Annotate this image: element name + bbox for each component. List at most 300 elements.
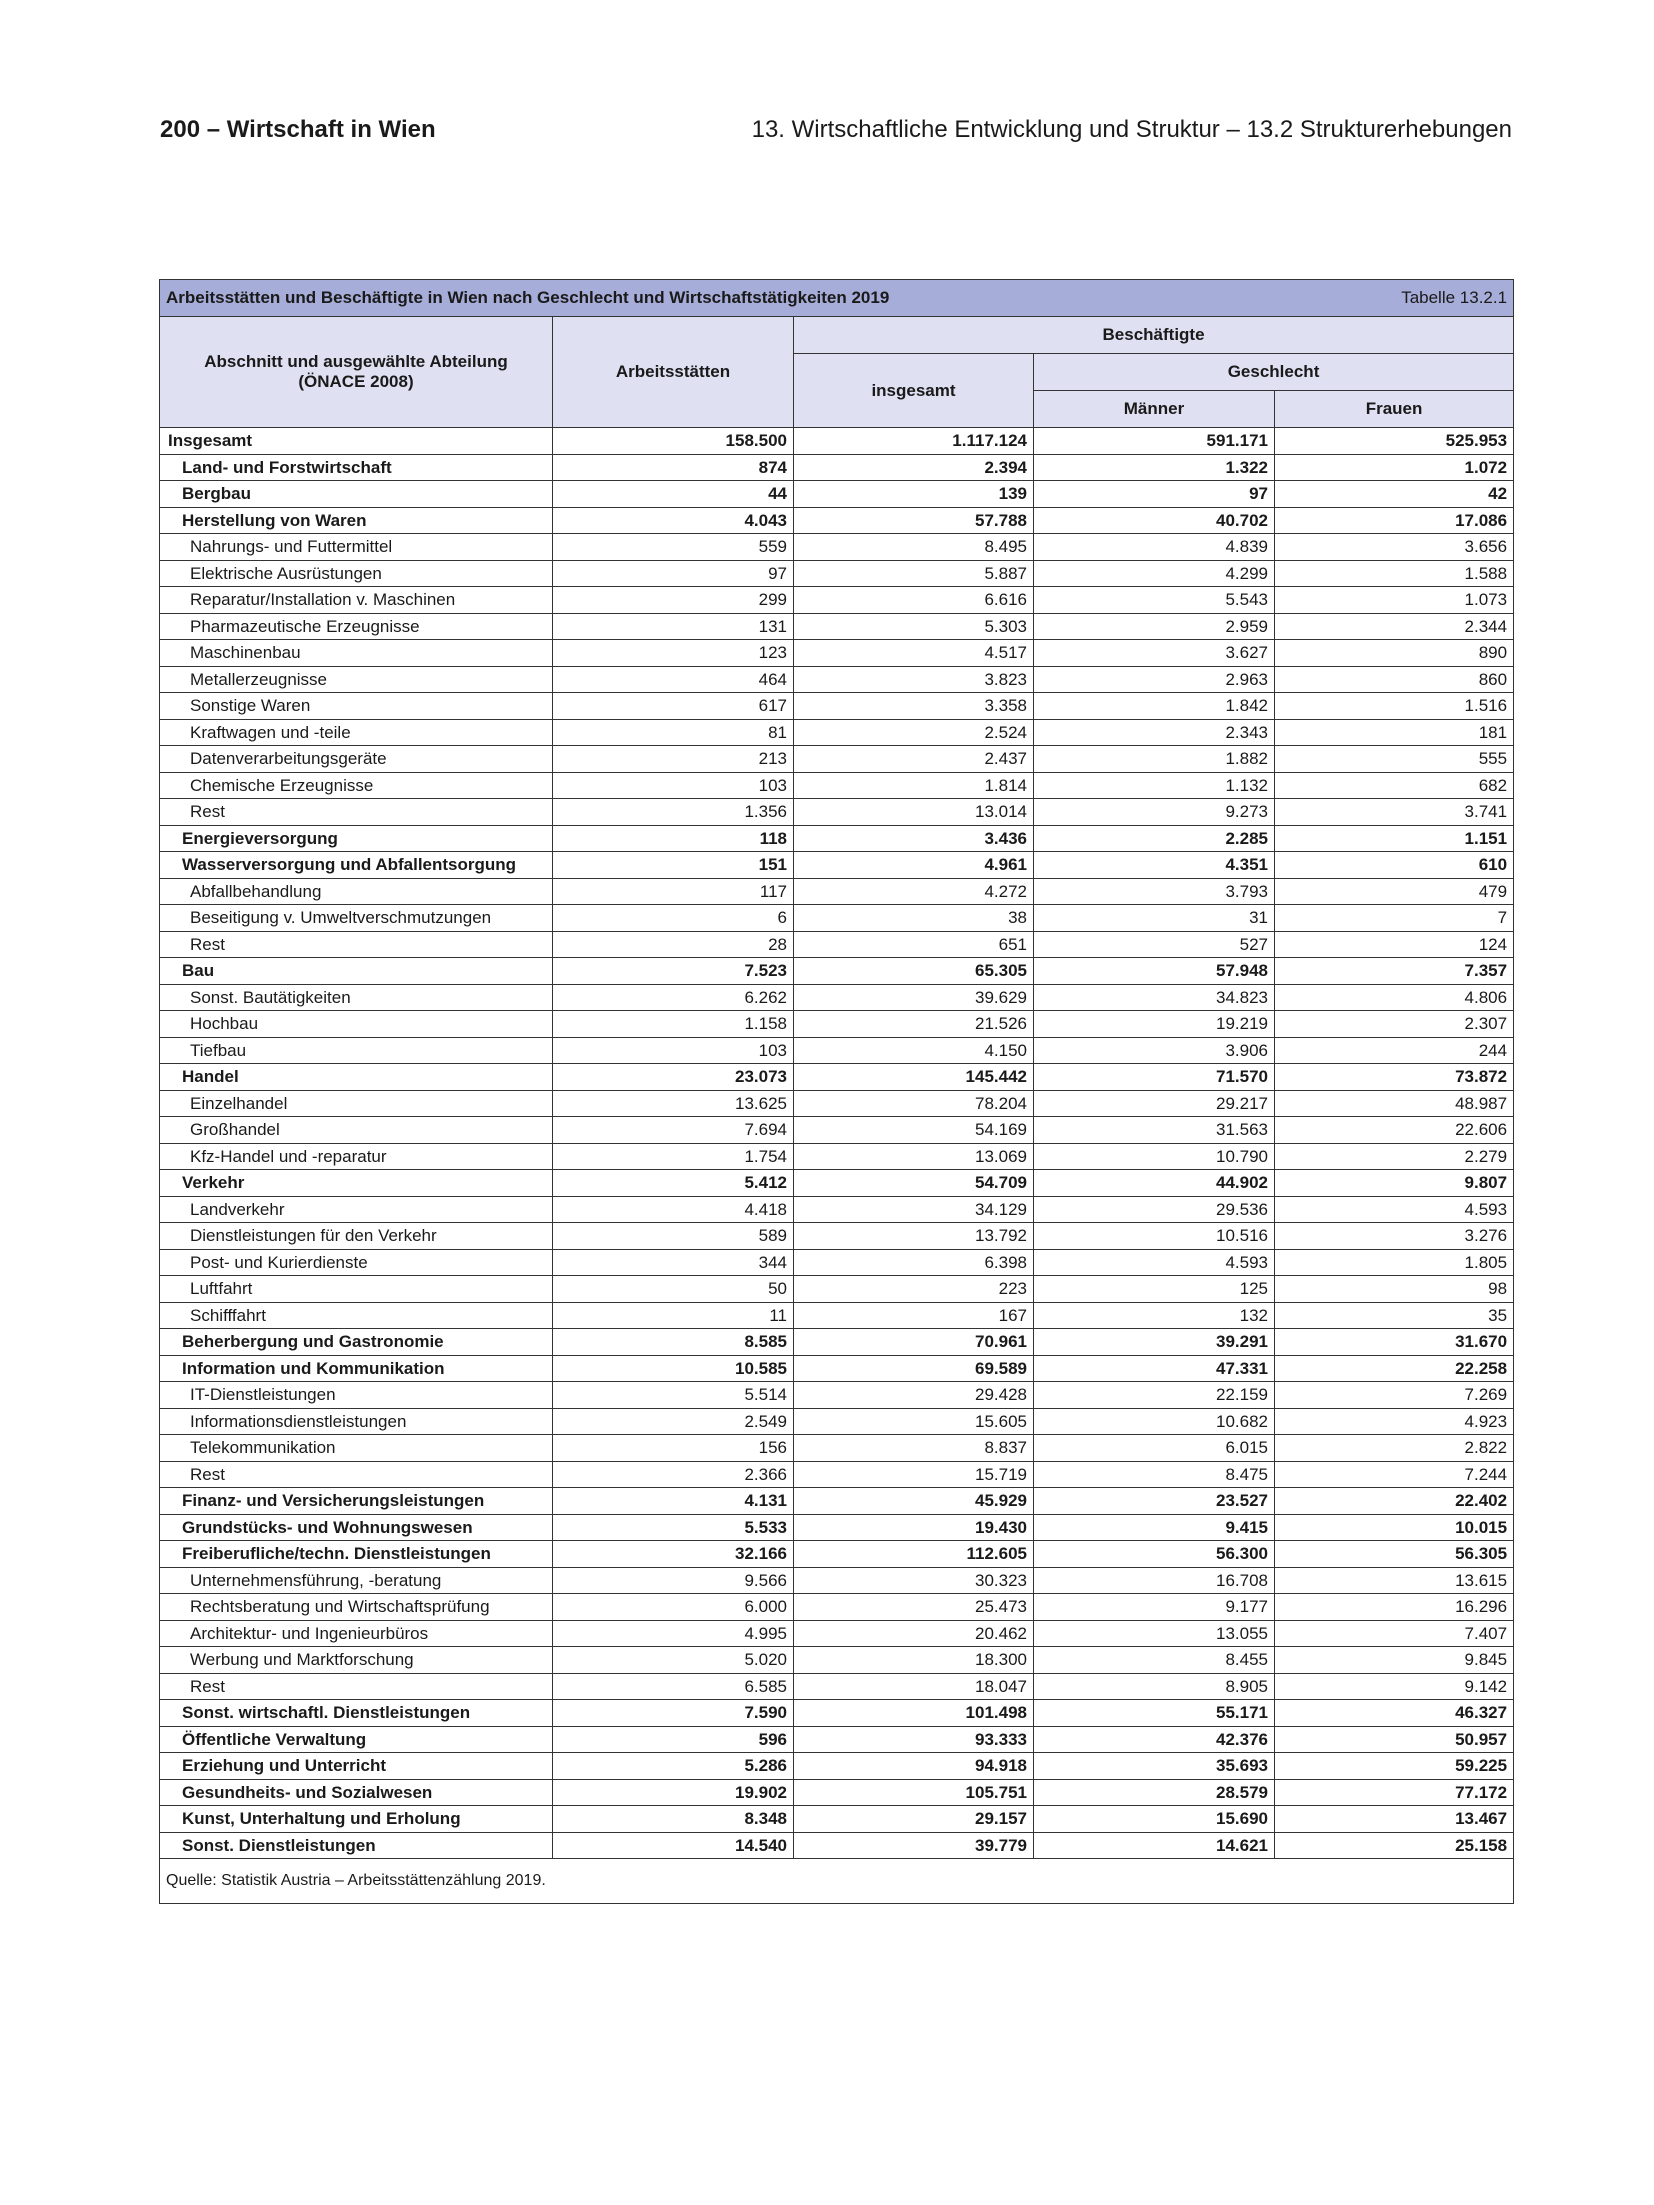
row-label: Kunst, Unterhaltung und Erholung — [160, 1806, 553, 1833]
source-row — [160, 1859, 1514, 1904]
row-label: Sonst. Dienstleistungen — [160, 1832, 553, 1859]
table-row — [160, 1329, 1514, 1356]
cell-frauen: 56.305 — [1275, 1541, 1514, 1568]
header-beschaeftigte: Beschäftigte — [794, 317, 1514, 354]
cell-frauen: 7.357 — [1275, 958, 1514, 985]
cell-frauen: 48.987 — [1275, 1090, 1514, 1117]
cell-arbeitsstaetten: 156 — [553, 1435, 794, 1462]
cell-maenner: 29.536 — [1034, 1196, 1275, 1223]
cell-frauen: 555 — [1275, 746, 1514, 773]
cell-maenner: 132 — [1034, 1302, 1275, 1329]
table-row — [160, 1514, 1514, 1541]
cell-frauen: 1.588 — [1275, 560, 1514, 587]
cell-insgesamt: 18.047 — [794, 1673, 1034, 1700]
cell-arbeitsstaetten: 5.533 — [553, 1514, 794, 1541]
cell-arbeitsstaetten: 117 — [553, 878, 794, 905]
row-label: Sonstige Waren — [160, 693, 553, 720]
table-row — [160, 613, 1514, 640]
table-row — [160, 1726, 1514, 1753]
cell-insgesamt: 19.430 — [794, 1514, 1034, 1541]
table-row — [160, 587, 1514, 614]
cell-frauen: 2.344 — [1275, 613, 1514, 640]
cell-maenner: 97 — [1034, 481, 1275, 508]
cell-arbeitsstaetten: 5.020 — [553, 1647, 794, 1674]
cell-maenner: 5.543 — [1034, 587, 1275, 614]
cell-arbeitsstaetten: 559 — [553, 534, 794, 561]
cell-frauen: 98 — [1275, 1276, 1514, 1303]
cell-arbeitsstaetten: 28 — [553, 931, 794, 958]
table-row — [160, 1488, 1514, 1515]
cell-insgesamt: 112.605 — [794, 1541, 1034, 1568]
cell-arbeitsstaetten: 5.514 — [553, 1382, 794, 1409]
row-label: Rest — [160, 1461, 553, 1488]
cell-arbeitsstaetten: 617 — [553, 693, 794, 720]
row-label: Reparatur/Installation v. Maschinen — [160, 587, 553, 614]
cell-maenner: 71.570 — [1034, 1064, 1275, 1091]
row-label: Hochbau — [160, 1011, 553, 1038]
cell-insgesamt: 8.837 — [794, 1435, 1034, 1462]
row-label: Architektur- und Ingenieurbüros — [160, 1620, 553, 1647]
row-label: IT-Dienstleistungen — [160, 1382, 553, 1409]
table-row — [160, 1302, 1514, 1329]
cell-frauen: 22.402 — [1275, 1488, 1514, 1515]
cell-maenner: 57.948 — [1034, 958, 1275, 985]
row-label: Pharmazeutische Erzeugnisse — [160, 613, 553, 640]
cell-maenner: 28.579 — [1034, 1779, 1275, 1806]
cell-insgesamt: 4.517 — [794, 640, 1034, 667]
cell-maenner: 2.343 — [1034, 719, 1275, 746]
table-row — [160, 984, 1514, 1011]
cell-insgesamt: 18.300 — [794, 1647, 1034, 1674]
cell-arbeitsstaetten: 874 — [553, 454, 794, 481]
cell-maenner: 527 — [1034, 931, 1275, 958]
cell-frauen: 610 — [1275, 852, 1514, 879]
row-label: Kfz-Handel und -reparatur — [160, 1143, 553, 1170]
cell-insgesamt: 101.498 — [794, 1700, 1034, 1727]
cell-arbeitsstaetten: 131 — [553, 613, 794, 640]
row-label: Gesundheits- und Sozialwesen — [160, 1779, 553, 1806]
cell-insgesamt: 70.961 — [794, 1329, 1034, 1356]
cell-insgesamt: 3.436 — [794, 825, 1034, 852]
cell-maenner: 8.905 — [1034, 1673, 1275, 1700]
cell-maenner: 55.171 — [1034, 1700, 1275, 1727]
cell-maenner: 15.690 — [1034, 1806, 1275, 1833]
cell-frauen: 77.172 — [1275, 1779, 1514, 1806]
table-row — [160, 1753, 1514, 1780]
cell-arbeitsstaetten: 7.590 — [553, 1700, 794, 1727]
cell-maenner: 3.627 — [1034, 640, 1275, 667]
cell-insgesamt: 167 — [794, 1302, 1034, 1329]
cell-arbeitsstaetten: 14.540 — [553, 1832, 794, 1859]
cell-maenner: 9.273 — [1034, 799, 1275, 826]
cell-maenner: 2.285 — [1034, 825, 1275, 852]
row-label: Luftfahrt — [160, 1276, 553, 1303]
row-label: Werbung und Marktforschung — [160, 1647, 553, 1674]
table-row — [160, 534, 1514, 561]
cell-frauen: 9.142 — [1275, 1673, 1514, 1700]
table-row — [160, 428, 1514, 455]
table-caption — [160, 280, 1514, 317]
table-row — [160, 1435, 1514, 1462]
table-row — [160, 1594, 1514, 1621]
chapter-title: 13. Wirtschaftliche Entwicklung und Struktur – 13.2 Strukturerhebungen — [751, 116, 1512, 143]
cell-arbeitsstaetten: 6.585 — [553, 1673, 794, 1700]
table-row — [160, 693, 1514, 720]
cell-maenner: 1.322 — [1034, 454, 1275, 481]
cell-frauen: 4.923 — [1275, 1408, 1514, 1435]
cell-maenner: 4.299 — [1034, 560, 1275, 587]
row-label: Herstellung von Waren — [160, 507, 553, 534]
cell-maenner: 4.351 — [1034, 852, 1275, 879]
table-row — [160, 825, 1514, 852]
row-label: Kraftwagen und -teile — [160, 719, 553, 746]
table-row — [160, 666, 1514, 693]
header-maenner: Männer — [1034, 391, 1275, 428]
cell-frauen: 73.872 — [1275, 1064, 1514, 1091]
cell-maenner: 591.171 — [1034, 428, 1275, 455]
header-insgesamt: insgesamt — [794, 354, 1034, 428]
cell-arbeitsstaetten: 19.902 — [553, 1779, 794, 1806]
cell-frauen: 860 — [1275, 666, 1514, 693]
cell-arbeitsstaetten: 464 — [553, 666, 794, 693]
cell-arbeitsstaetten: 5.286 — [553, 1753, 794, 1780]
cell-arbeitsstaetten: 103 — [553, 1037, 794, 1064]
row-label: Sonst. wirtschaftl. Dienstleistungen — [160, 1700, 553, 1727]
cell-insgesamt: 21.526 — [794, 1011, 1034, 1038]
row-label: Grundstücks- und Wohnungswesen — [160, 1514, 553, 1541]
table-row — [160, 1567, 1514, 1594]
table-row — [160, 1249, 1514, 1276]
cell-insgesamt: 223 — [794, 1276, 1034, 1303]
cell-frauen: 4.806 — [1275, 984, 1514, 1011]
cell-maenner: 9.177 — [1034, 1594, 1275, 1621]
cell-arbeitsstaetten: 158.500 — [553, 428, 794, 455]
table-row — [160, 560, 1514, 587]
cell-frauen: 17.086 — [1275, 507, 1514, 534]
cell-arbeitsstaetten: 9.566 — [553, 1567, 794, 1594]
cell-arbeitsstaetten: 8.585 — [553, 1329, 794, 1356]
cell-frauen: 31.670 — [1275, 1329, 1514, 1356]
row-label: Tiefbau — [160, 1037, 553, 1064]
header-section: Abschnitt und ausgewählte Abteilung (ÖNACE 2008) — [160, 317, 553, 428]
header-arbeitsstaetten: Arbeitsstätten — [553, 317, 794, 428]
row-label: Bergbau — [160, 481, 553, 508]
row-label: Elektrische Ausrüstungen — [160, 560, 553, 587]
table-row — [160, 878, 1514, 905]
row-label: Land- und Forstwirtschaft — [160, 454, 553, 481]
cell-maenner: 10.516 — [1034, 1223, 1275, 1250]
cell-insgesamt: 69.589 — [794, 1355, 1034, 1382]
cell-insgesamt: 57.788 — [794, 507, 1034, 534]
table-row — [160, 481, 1514, 508]
table-row — [160, 1011, 1514, 1038]
row-label: Chemische Erzeugnisse — [160, 772, 553, 799]
cell-arbeitsstaetten: 32.166 — [553, 1541, 794, 1568]
table-row — [160, 931, 1514, 958]
cell-arbeitsstaetten: 7.523 — [553, 958, 794, 985]
cell-arbeitsstaetten: 1.356 — [553, 799, 794, 826]
cell-maenner: 34.823 — [1034, 984, 1275, 1011]
data-table — [159, 279, 1514, 1904]
cell-maenner: 31 — [1034, 905, 1275, 932]
row-label: Post- und Kurierdienste — [160, 1249, 553, 1276]
cell-maenner: 8.455 — [1034, 1647, 1275, 1674]
cell-insgesamt: 5.303 — [794, 613, 1034, 640]
cell-frauen: 9.807 — [1275, 1170, 1514, 1197]
table-row — [160, 1037, 1514, 1064]
table-row — [160, 958, 1514, 985]
cell-frauen: 181 — [1275, 719, 1514, 746]
cell-insgesamt: 15.719 — [794, 1461, 1034, 1488]
row-label: Dienstleistungen für den Verkehr — [160, 1223, 553, 1250]
cell-insgesamt: 78.204 — [794, 1090, 1034, 1117]
cell-frauen: 1.151 — [1275, 825, 1514, 852]
cell-maenner: 3.906 — [1034, 1037, 1275, 1064]
cell-arbeitsstaetten: 589 — [553, 1223, 794, 1250]
cell-arbeitsstaetten: 4.043 — [553, 507, 794, 534]
cell-maenner: 14.621 — [1034, 1832, 1275, 1859]
row-label: Datenverarbeitungsgeräte — [160, 746, 553, 773]
page-header — [160, 112, 1512, 148]
cell-frauen: 7.269 — [1275, 1382, 1514, 1409]
row-label: Informationsdienstleistungen — [160, 1408, 553, 1435]
cell-maenner: 1.842 — [1034, 693, 1275, 720]
cell-arbeitsstaetten: 81 — [553, 719, 794, 746]
cell-frauen: 13.467 — [1275, 1806, 1514, 1833]
row-label: Unternehmensführung, -beratung — [160, 1567, 553, 1594]
cell-maenner: 125 — [1034, 1276, 1275, 1303]
table-row — [160, 1117, 1514, 1144]
row-label: Sonst. Bautätigkeiten — [160, 984, 553, 1011]
row-label: Beseitigung v. Umweltverschmutzungen — [160, 905, 553, 932]
cell-insgesamt: 38 — [794, 905, 1034, 932]
table-row — [160, 905, 1514, 932]
cell-frauen: 50.957 — [1275, 1726, 1514, 1753]
cell-insgesamt: 54.709 — [794, 1170, 1034, 1197]
cell-frauen: 1.805 — [1275, 1249, 1514, 1276]
row-label: Rest — [160, 1673, 553, 1700]
row-label: Energieversorgung — [160, 825, 553, 852]
table-row — [160, 1090, 1514, 1117]
cell-insgesamt: 39.779 — [794, 1832, 1034, 1859]
table-row — [160, 1779, 1514, 1806]
cell-arbeitsstaetten: 2.366 — [553, 1461, 794, 1488]
cell-insgesamt: 13.792 — [794, 1223, 1034, 1250]
cell-arbeitsstaetten: 299 — [553, 587, 794, 614]
row-label: Rechtsberatung und Wirtschaftsprüfung — [160, 1594, 553, 1621]
cell-frauen: 1.073 — [1275, 587, 1514, 614]
cell-arbeitsstaetten: 4.995 — [553, 1620, 794, 1647]
cell-maenner: 35.693 — [1034, 1753, 1275, 1780]
table-body — [160, 428, 1514, 1859]
cell-maenner: 9.415 — [1034, 1514, 1275, 1541]
cell-arbeitsstaetten: 8.348 — [553, 1806, 794, 1833]
cell-maenner: 22.159 — [1034, 1382, 1275, 1409]
cell-arbeitsstaetten: 6 — [553, 905, 794, 932]
cell-arbeitsstaetten: 118 — [553, 825, 794, 852]
table-row — [160, 852, 1514, 879]
row-label: Schifffahrt — [160, 1302, 553, 1329]
cell-maenner: 56.300 — [1034, 1541, 1275, 1568]
cell-arbeitsstaetten: 6.000 — [553, 1594, 794, 1621]
cell-insgesamt: 34.129 — [794, 1196, 1034, 1223]
cell-frauen: 2.822 — [1275, 1435, 1514, 1462]
row-label: Telekommunikation — [160, 1435, 553, 1462]
cell-insgesamt: 2.437 — [794, 746, 1034, 773]
cell-arbeitsstaetten: 5.412 — [553, 1170, 794, 1197]
cell-arbeitsstaetten: 11 — [553, 1302, 794, 1329]
cell-frauen: 1.072 — [1275, 454, 1514, 481]
cell-maenner: 44.902 — [1034, 1170, 1275, 1197]
header-frauen: Frauen — [1275, 391, 1514, 428]
cell-frauen: 4.593 — [1275, 1196, 1514, 1223]
row-label: Großhandel — [160, 1117, 553, 1144]
cell-insgesamt: 39.629 — [794, 984, 1034, 1011]
row-label: Maschinenbau — [160, 640, 553, 667]
cell-insgesamt: 30.323 — [794, 1567, 1034, 1594]
cell-insgesamt: 3.358 — [794, 693, 1034, 720]
cell-insgesamt: 4.150 — [794, 1037, 1034, 1064]
cell-maenner: 1.132 — [1034, 772, 1275, 799]
table-row — [160, 1223, 1514, 1250]
table-row — [160, 1408, 1514, 1435]
cell-maenner: 31.563 — [1034, 1117, 1275, 1144]
table-row — [160, 1832, 1514, 1859]
row-label: Abfallbehandlung — [160, 878, 553, 905]
cell-frauen: 25.158 — [1275, 1832, 1514, 1859]
table-row — [160, 1382, 1514, 1409]
cell-insgesamt: 145.442 — [794, 1064, 1034, 1091]
table-row — [160, 1647, 1514, 1674]
row-label: Rest — [160, 931, 553, 958]
cell-frauen: 3.276 — [1275, 1223, 1514, 1250]
cell-frauen: 3.741 — [1275, 799, 1514, 826]
table-number: Tabelle 13.2.1 — [1401, 288, 1508, 307]
table-container — [159, 279, 1513, 1904]
cell-maenner: 29.217 — [1034, 1090, 1275, 1117]
cell-insgesamt: 8.495 — [794, 534, 1034, 561]
cell-insgesamt: 6.398 — [794, 1249, 1034, 1276]
table-row — [160, 1064, 1514, 1091]
cell-frauen: 9.845 — [1275, 1647, 1514, 1674]
cell-frauen: 7.244 — [1275, 1461, 1514, 1488]
row-label: Freiberufliche/techn. Dienstleistungen — [160, 1541, 553, 1568]
table-row — [160, 719, 1514, 746]
cell-insgesamt: 105.751 — [794, 1779, 1034, 1806]
cell-frauen: 35 — [1275, 1302, 1514, 1329]
cell-arbeitsstaetten: 44 — [553, 481, 794, 508]
row-label: Erziehung und Unterricht — [160, 1753, 553, 1780]
table-row — [160, 1170, 1514, 1197]
page-number-title: 200 – Wirtschaft in Wien — [160, 116, 436, 143]
table-row — [160, 1700, 1514, 1727]
cell-insgesamt: 25.473 — [794, 1594, 1034, 1621]
cell-frauen: 525.953 — [1275, 428, 1514, 455]
cell-frauen: 7 — [1275, 905, 1514, 932]
cell-arbeitsstaetten: 13.625 — [553, 1090, 794, 1117]
table-row — [160, 1461, 1514, 1488]
cell-frauen: 244 — [1275, 1037, 1514, 1064]
cell-frauen: 22.258 — [1275, 1355, 1514, 1382]
cell-frauen: 46.327 — [1275, 1700, 1514, 1727]
cell-arbeitsstaetten: 151 — [553, 852, 794, 879]
cell-arbeitsstaetten: 596 — [553, 1726, 794, 1753]
cell-arbeitsstaetten: 4.418 — [553, 1196, 794, 1223]
cell-maenner: 2.959 — [1034, 613, 1275, 640]
cell-maenner: 1.882 — [1034, 746, 1275, 773]
cell-insgesamt: 13.014 — [794, 799, 1034, 826]
cell-arbeitsstaetten: 10.585 — [553, 1355, 794, 1382]
cell-arbeitsstaetten: 4.131 — [553, 1488, 794, 1515]
cell-arbeitsstaetten: 1.754 — [553, 1143, 794, 1170]
table-row — [160, 454, 1514, 481]
cell-maenner: 47.331 — [1034, 1355, 1275, 1382]
cell-arbeitsstaetten: 213 — [553, 746, 794, 773]
row-label: Verkehr — [160, 1170, 553, 1197]
cell-insgesamt: 15.605 — [794, 1408, 1034, 1435]
table-title: Arbeitsstätten und Beschäftigte in Wien nach Geschlecht und Wirtschaftstätigkeiten 2019 — [166, 288, 890, 307]
table-row — [160, 1276, 1514, 1303]
cell-arbeitsstaetten: 2.549 — [553, 1408, 794, 1435]
cell-insgesamt: 20.462 — [794, 1620, 1034, 1647]
cell-insgesamt: 29.157 — [794, 1806, 1034, 1833]
row-label: Information und Kommunikation — [160, 1355, 553, 1382]
cell-maenner: 23.527 — [1034, 1488, 1275, 1515]
row-label: Insgesamt — [160, 428, 553, 455]
cell-frauen: 2.307 — [1275, 1011, 1514, 1038]
cell-maenner: 4.839 — [1034, 534, 1275, 561]
cell-frauen: 682 — [1275, 772, 1514, 799]
table-row — [160, 507, 1514, 534]
cell-maenner: 4.593 — [1034, 1249, 1275, 1276]
table-row — [160, 1806, 1514, 1833]
row-label: Handel — [160, 1064, 553, 1091]
cell-maenner: 3.793 — [1034, 878, 1275, 905]
cell-frauen: 42 — [1275, 481, 1514, 508]
cell-maenner: 10.682 — [1034, 1408, 1275, 1435]
cell-frauen: 13.615 — [1275, 1567, 1514, 1594]
source-note: Quelle: Statistik Austria – Arbeitsstättenzählung 2019. — [160, 1859, 1514, 1904]
cell-maenner: 8.475 — [1034, 1461, 1275, 1488]
cell-arbeitsstaetten: 103 — [553, 772, 794, 799]
header-row-1 — [160, 317, 1514, 354]
cell-frauen: 1.516 — [1275, 693, 1514, 720]
cell-frauen: 7.407 — [1275, 1620, 1514, 1647]
table-row — [160, 799, 1514, 826]
header-geschlecht: Geschlecht — [1034, 354, 1514, 391]
cell-insgesamt: 13.069 — [794, 1143, 1034, 1170]
row-label: Rest — [160, 799, 553, 826]
cell-maenner: 2.963 — [1034, 666, 1275, 693]
cell-insgesamt: 651 — [794, 931, 1034, 958]
table-row — [160, 1196, 1514, 1223]
cell-insgesamt: 54.169 — [794, 1117, 1034, 1144]
cell-insgesamt: 4.272 — [794, 878, 1034, 905]
row-label: Wasserversorgung und Abfallentsorgung — [160, 852, 553, 879]
table-row — [160, 1541, 1514, 1568]
cell-arbeitsstaetten: 7.694 — [553, 1117, 794, 1144]
table-row — [160, 746, 1514, 773]
cell-insgesamt: 45.929 — [794, 1488, 1034, 1515]
row-label: Metallerzeugnisse — [160, 666, 553, 693]
cell-insgesamt: 2.524 — [794, 719, 1034, 746]
table-row — [160, 1620, 1514, 1647]
cell-arbeitsstaetten: 344 — [553, 1249, 794, 1276]
cell-frauen: 2.279 — [1275, 1143, 1514, 1170]
cell-insgesamt: 3.823 — [794, 666, 1034, 693]
cell-maenner: 6.015 — [1034, 1435, 1275, 1462]
cell-maenner: 13.055 — [1034, 1620, 1275, 1647]
